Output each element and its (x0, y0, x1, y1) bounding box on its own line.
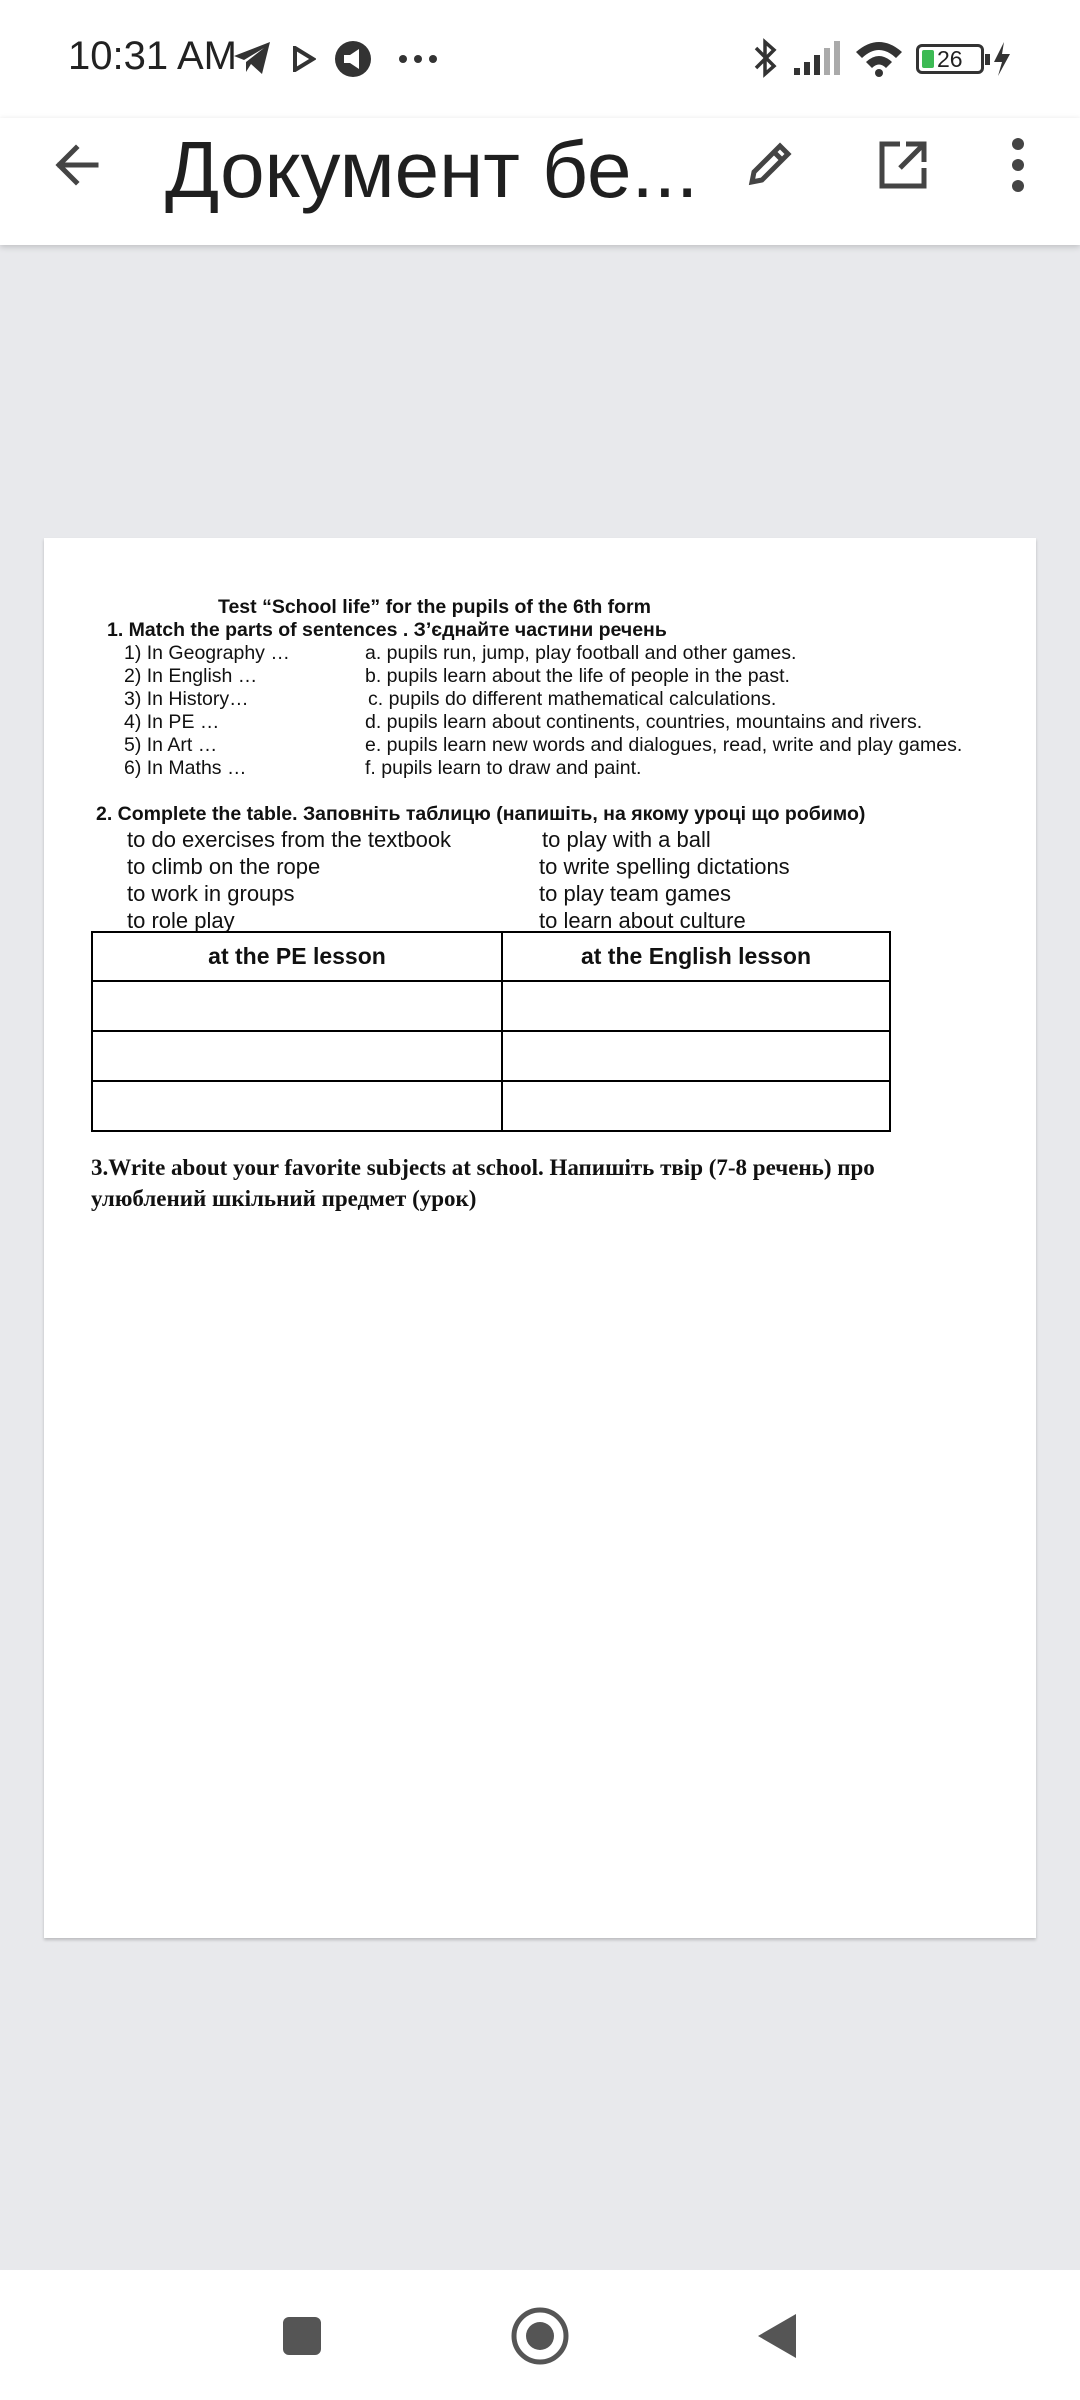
table-row (92, 1031, 890, 1081)
task2-heading: 2. Complete the table. Заповніть таблицю (напишіть, на якому уроці що робимо) (96, 803, 866, 825)
table-cell (502, 1081, 890, 1131)
match-left-item: 1) In Geography … (124, 642, 290, 664)
charging-icon (990, 40, 1014, 78)
navigation-bar (0, 2270, 1080, 2400)
activities-table (91, 931, 891, 1132)
match-left-item: 4) In PE … (124, 711, 220, 733)
more-vert-icon[interactable] (1008, 136, 1028, 194)
edit-pencil-icon[interactable] (742, 136, 798, 192)
wifi-icon (854, 40, 904, 78)
phrase-right: to play team games (539, 881, 731, 906)
back-arrow-icon[interactable] (50, 138, 104, 192)
match-left-item: 5) In Art … (124, 734, 218, 756)
status-bar (0, 0, 1080, 118)
match-left-item: 3) In History… (124, 688, 249, 710)
telegram-icon (232, 40, 272, 76)
table-row (92, 981, 890, 1031)
phrase-left: to climb on the rope (127, 854, 321, 879)
task3-line2: улюблений шкільний предмет (урок) (91, 1186, 477, 1211)
match-left-item: 6) In Maths … (124, 757, 247, 779)
phrase-left: to do exercises from the textbook (127, 827, 452, 852)
table-cell (92, 1081, 502, 1131)
phrase-right: to write spelling dictations (539, 854, 790, 879)
status-time: 10:31 AM (68, 34, 238, 78)
open-external-icon[interactable] (876, 138, 930, 192)
match-right-item: d. pupils learn about continents, countries, mountains and rivers. (365, 711, 923, 733)
back-triangle-icon[interactable] (756, 2312, 798, 2360)
test-title: Test “School life” for the pupils of the 6th form (218, 596, 651, 618)
table-cell (502, 1031, 890, 1081)
table-header-pe: at the PE lesson (92, 932, 502, 981)
signal-icon (792, 40, 842, 76)
match-right-item: f. pupils learn to draw and paint. (365, 757, 642, 779)
match-right-item: c. pupils do different mathematical calculations. (368, 688, 777, 710)
phrase-right: to play with a ball (542, 827, 711, 852)
match-right-item: b. pupils learn about the life of people in the past. (365, 665, 790, 687)
battery-icon (916, 44, 984, 74)
table-cell (92, 981, 502, 1031)
phrase-right: to learn about culture (539, 908, 746, 933)
recents-square-icon[interactable] (282, 2316, 322, 2356)
more-dots-icon (398, 54, 438, 64)
bluetooth-icon (752, 36, 780, 80)
table-row (92, 1081, 890, 1131)
match-right-item: a. pupils run, jump, play football and other games. (365, 642, 797, 664)
play-icon (292, 46, 316, 72)
document-title: Документ бе... (165, 125, 699, 214)
match-left-item: 2) In English … (124, 665, 258, 687)
table-cell (92, 1031, 502, 1081)
task1-heading: 1. Match the parts of sentences . З’єднайте частини речень (107, 619, 667, 641)
battery-level: 26 (937, 46, 963, 72)
table-cell (502, 981, 890, 1031)
phrase-left: to work in groups (127, 881, 295, 906)
match-right-item: e. pupils learn new words and dialogues, read, write and play games. (365, 734, 963, 756)
phrase-left: to role play (127, 908, 235, 933)
document-page[interactable] (44, 538, 1036, 1938)
home-circle-icon[interactable] (510, 2306, 570, 2366)
task3-line1: 3.Write about your favorite subjects at school. Напишіть твір (7-8 речень) про (91, 1155, 875, 1180)
app-bar (0, 118, 1080, 245)
table-header-english: at the English lesson (502, 932, 890, 981)
megaphone-icon (334, 40, 372, 78)
